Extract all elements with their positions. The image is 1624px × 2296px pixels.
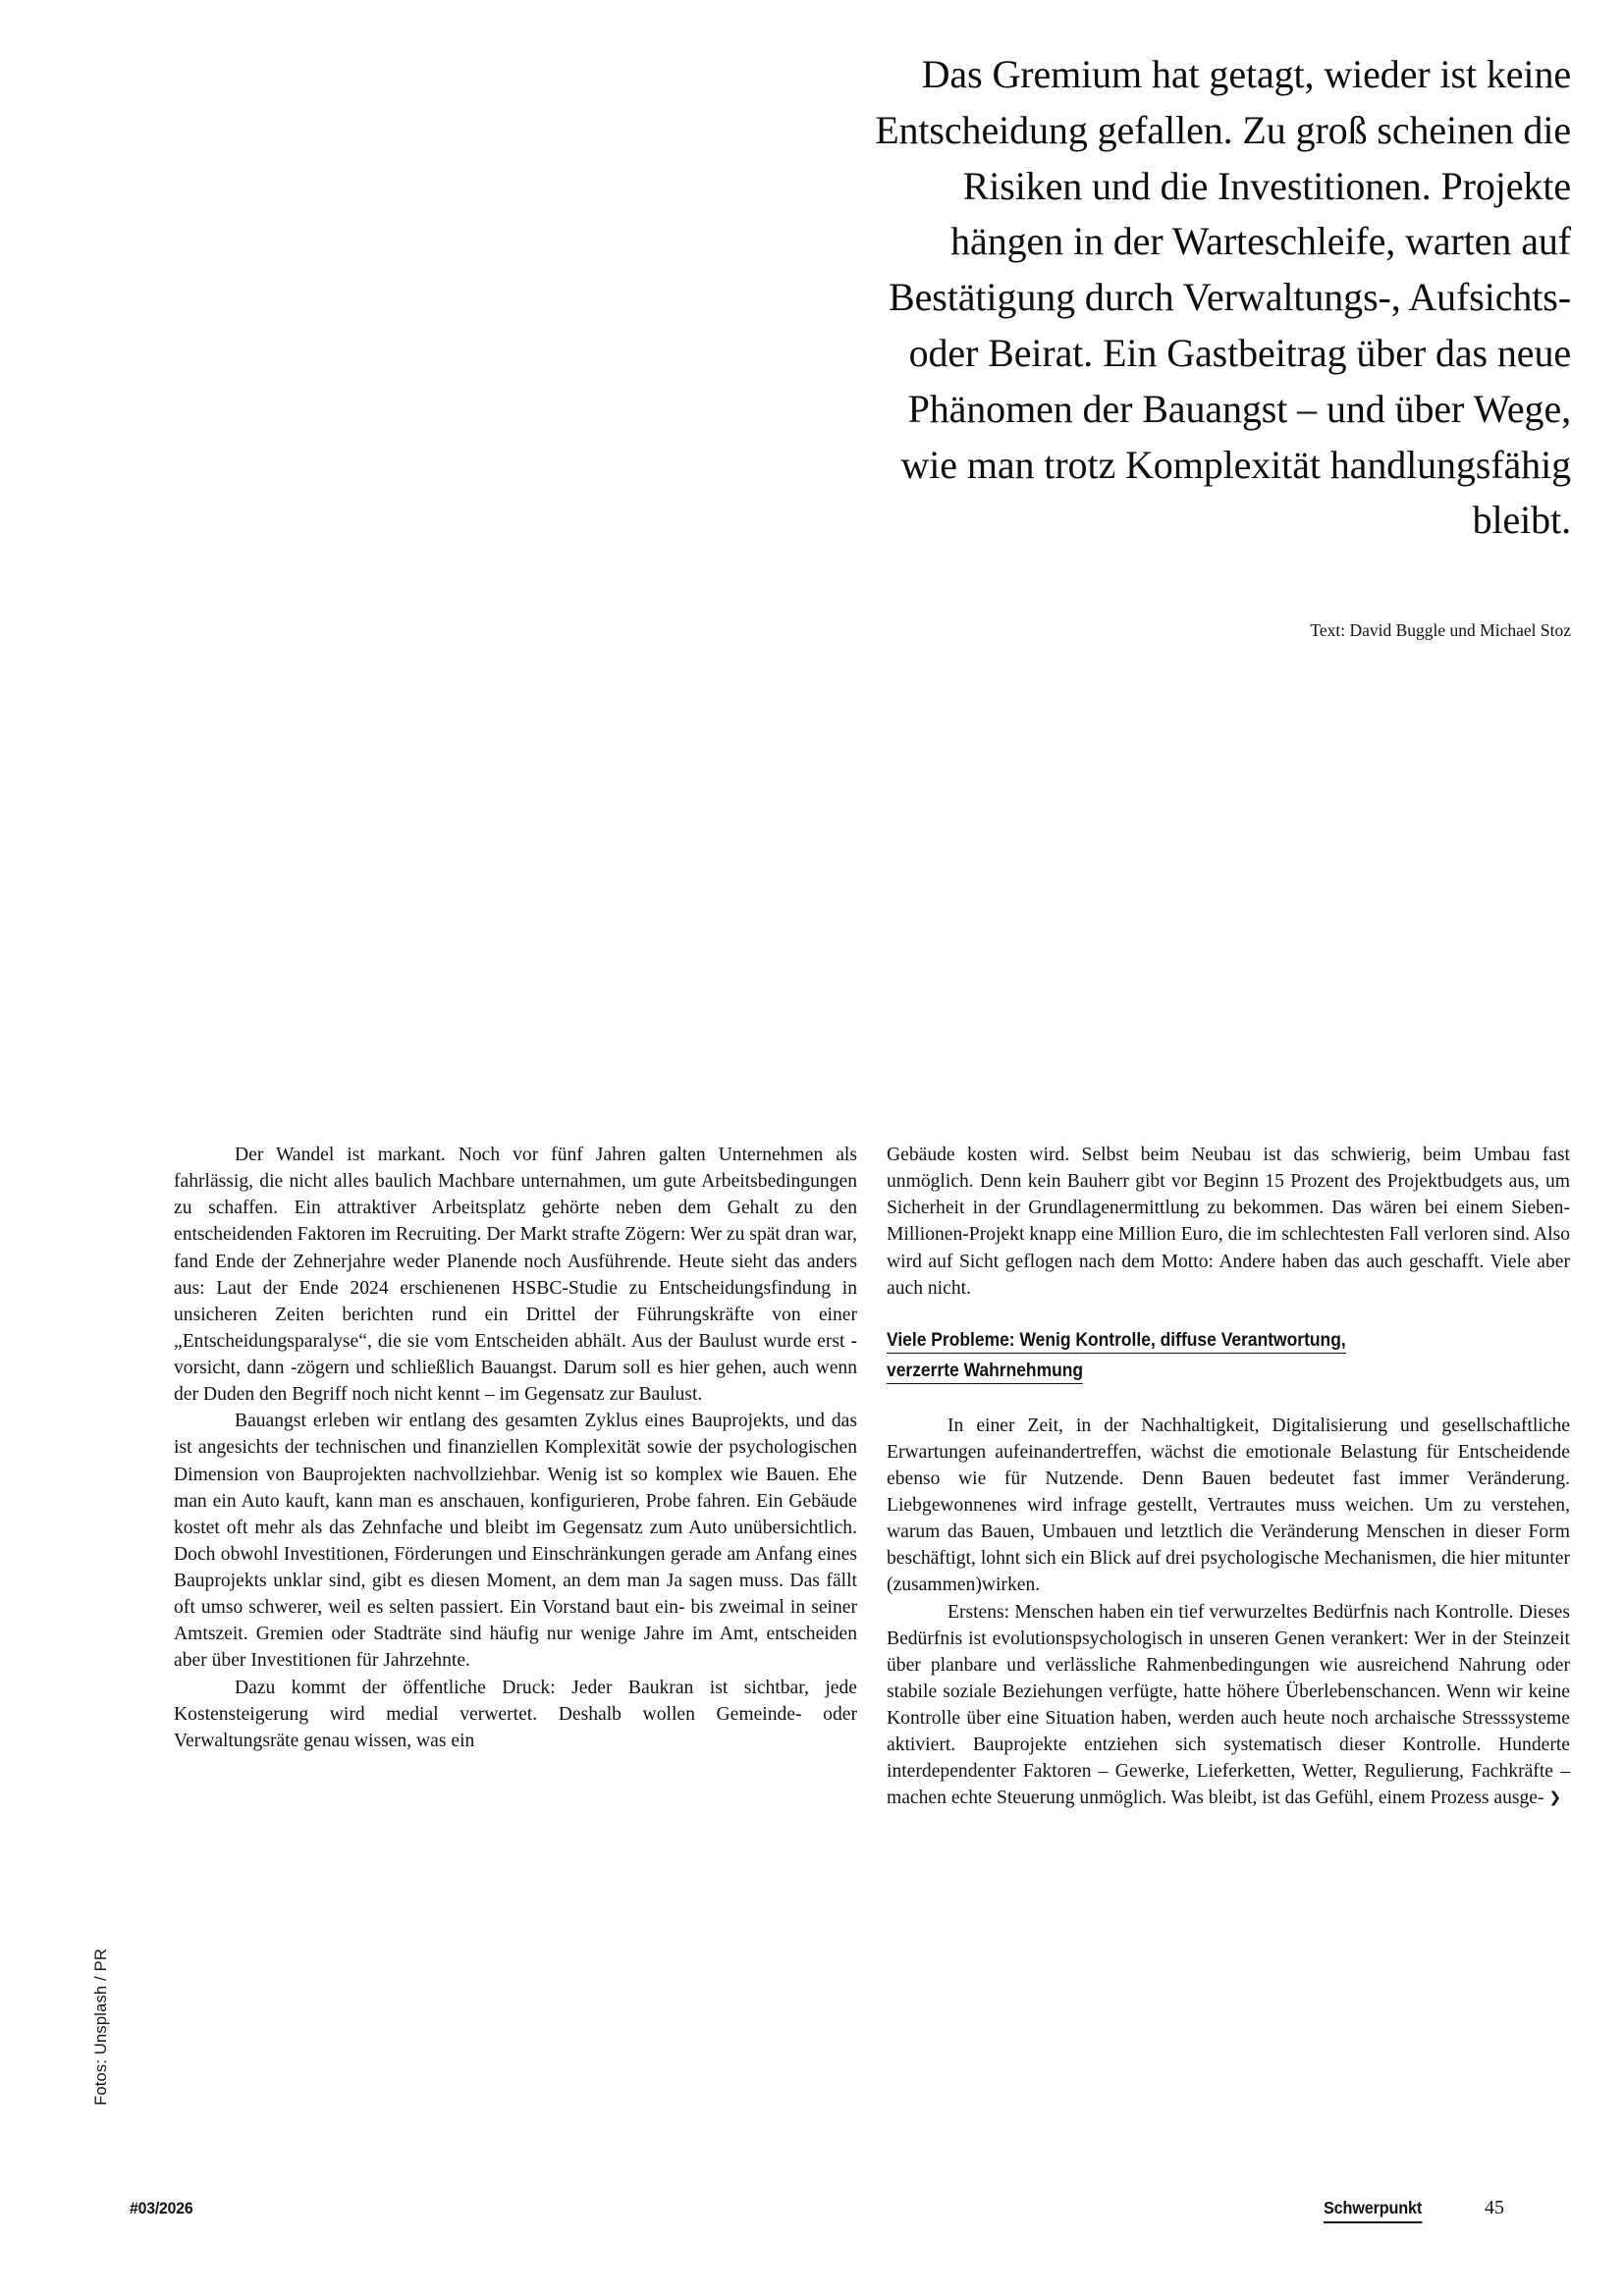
- body-columns: [174, 1142, 1571, 1812]
- section-rubric: Schwerpunkt: [1324, 2198, 1422, 2223]
- paragraph: Dazu kommt der öffentliche Druck: Jeder Baukran ist sichtbar, jede Kostensteigerung wird medial verwertet. Deshalb wollen Gemeinde- oder Verwaltungsräte genau wissen, was ein: [174, 1677, 857, 1751]
- section-subheading-line-1: Viele Probleme: Wenig Kontrolle, diffuse Verantwortung,: [887, 1329, 1346, 1354]
- page-title: Das Gremium hat getagt, wieder ist keine Entscheidung gefallen. Zu groß scheinen die Risiken und die Investitionen. Projekte hängen in der Warteschleife, warten auf Bestätigung durch Verwaltungs-, Aufsichts- oder Beirat. Ein Gastbeitrag über das neue Phänomen der Bauangst – und über Wege, wie man trotz Komplexität handlungsfähig bleibt.: [875, 52, 1571, 543]
- paragraph: Bauangst erleben wir entlang des gesamten Zyklus eines Bauprojekts, und das ist angesichts der technischen und finanziellen Komplexität sowie der psychologischen Dimension von Bauprojekten nachvollziehbar. Wenig ist so komplex wie Bauen. Ehe man ein Auto kauft, kann man es anschauen, konfigurieren, Probe fahren. Ein Gebäude kostet oft mehr als das Zehnfache und bleibt im Gegensatz zum Auto unübersichtlich. Doch obwohl Investitionen, Förderungen und Einschränkungen gerade am Anfang eines Bauprojekts unklar sind, gibt es diesen Moment, an dem man Ja sagen muss. Das fällt oft umso schwerer, weil es selten passiert. Ein Vorstand baut ein- bis zweimal in seiner Amtszeit. Gremien oder Stadträte sind häufig nur wenige Jahre im Amt, entscheiden aber über Investitionen für Jahrzehnte.: [174, 1411, 857, 1672]
- issue-number: #03/2026: [130, 2199, 193, 2217]
- paragraph-text: Erstens: Menschen haben ein tief verwurzeltes Bedürfnis nach Kontrolle. Dieses Bedürfnis ist evolutionspsychologisch in unseren Genen verankert: Wer in der Steinzeit über planbare und verlässliche Rahmenbedingungen wie ausreichend Nahrung oder stabile soziale Beziehungen verfügte, hatte höhere Überlebenschancen. Wenn wir keine Kontrolle über eine Situation haben, werden auch heute noch archaische Stresssysteme aktiviert. Bauprojekte entziehen sich systematisch dieser Kontrolle. Hunderte interdependenter Faktoren – Gewerke, Lieferketten, Wetter, Regulierung, Fachkräfte – machen echte Steuerung unmöglich. Was bleibt, ist das Gefühl, einem Prozess ausge-: [887, 1601, 1570, 1809]
- footer-right-group: [1324, 2197, 1504, 2223]
- section-subheading: [887, 1325, 1569, 1387]
- paragraph: Der Wandel ist markant. Noch vor fünf Jahren galten Unternehmen als fahrlässig, die nicht alles baulich Machbare unternahmen, um gute Arbeitsbedingungen zu schaffen. Ein attraktiver Arbeitsplatz gehörte neben dem Gehalt zu den entscheidenden Faktoren im Recruiting. Der Markt strafte Zögern: Wer zu spät dran war, fand Ende der Zehnerjahre weder Planende noch Ausführende. Heute sieht das anders aus: Laut der Ende 2024 erschienenen HSBC-Studie zu Entscheidungsfindung in unsicheren Zeiten berichten rund ein Drittel der Führungskräfte von einer „Entscheidungsparalyse“, die sie vom Entscheiden abhält. Aus der Baulust wurde erst -vorsicht, dann -zögern und schließlich Bauangst. Darum soll es hier gehen, auch wenn der Duden den Begriff noch nicht kennt – im Gegensatz zur Baulust.: [174, 1145, 857, 1406]
- paragraph: Gebäude kosten wird. Selbst beim Neubau ist das schwierig, beim Umbau fast unmöglich. Denn kein Bauherr gibt vor Beginn 15 Prozent des Projektbudgets aus, um Sicherheit in der Grundlagenermittlung zu bekommen. Das wären bei einem Sieben-Millionen-Projekt knapp eine Million Euro, die im schlechtesten Fall verloren sind. Also wird auf Sicht geflogen nach dem Motto: Andere haben das auch geschafft. Viele aber auch nicht.: [887, 1145, 1570, 1299]
- page-footer: [130, 2197, 1504, 2226]
- paragraph: In einer Zeit, in der Nachhaltigkeit, Digitalisierung und gesellschaftliche Erwartungen aufeinandertreffen, wächst die emotionale Belastung für Entscheidende ebenso wie für Nutzende. Denn Bauen bedeutet fast immer Veränderung. Liebgewonnenes wird infrage gestellt, Vertrautes muss weichen. Um zu verstehen, warum das Bauen, Umbauen und letztlich die Veränderung Menschen in dieser Form beschäftigt, lohnt sich ein Blick auf drei psychologische Mechanismen, die hier mitunter (zusammen)wirken.: [887, 1415, 1570, 1596]
- page-number: 45: [1485, 2197, 1504, 2218]
- continuation-arrow-icon: ❯: [1548, 1789, 1562, 1807]
- byline: Text: David Buggle und Michael Stoz: [1310, 620, 1571, 640]
- photo-credit: Fotos: Unsplash / PR: [92, 1949, 110, 2106]
- section-subheading-line-2: verzerrte Wahrnehmung: [887, 1360, 1083, 1384]
- headline-block: [864, 47, 1571, 549]
- paragraph: [887, 1599, 1570, 1812]
- right-column: [887, 1142, 1570, 1812]
- left-column: [174, 1142, 857, 1812]
